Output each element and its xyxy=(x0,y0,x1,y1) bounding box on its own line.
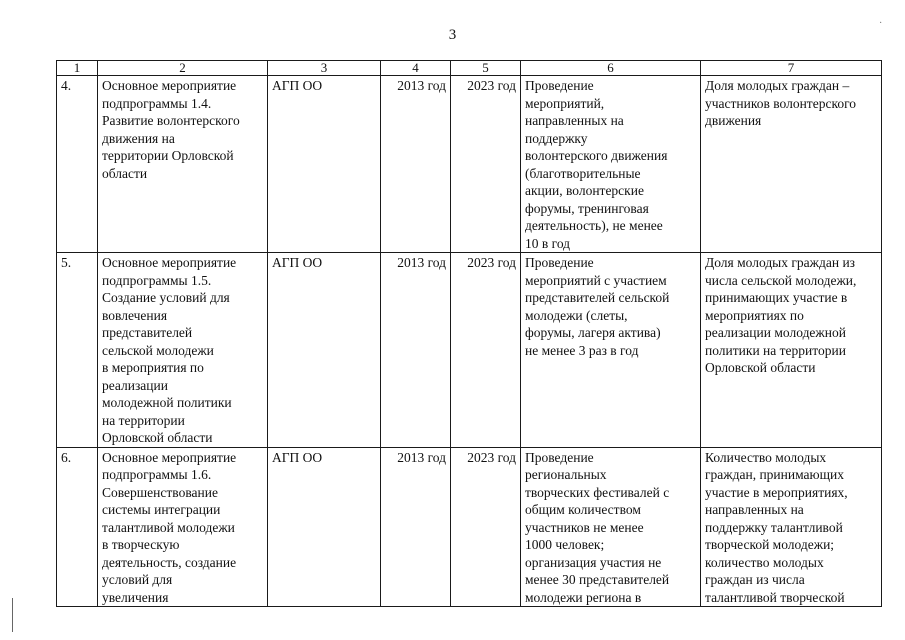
table-row xyxy=(57,76,882,253)
header-col-6: 6 xyxy=(521,61,701,76)
table-row xyxy=(57,253,882,448)
measure-cell: Основное мероприятие подпрограммы 1.5. Создание условий для вовлечения представителей сельской молодежи в мероприятия по реализации молодежной политики на территории Орловской области xyxy=(98,253,268,448)
start-year-cell: 2013 год xyxy=(381,253,451,448)
indicator-cell: Количество молодых граждан, принимающих участие в мероприятиях, направленных на поддержку талантливой творческой молодежи; количество молодых граждан из числа талантливой творческой xyxy=(701,447,882,607)
program-table xyxy=(56,60,882,607)
executor-cell: АГП ОО xyxy=(268,447,381,607)
header-col-1: 1 xyxy=(57,61,98,76)
page-number: 3 xyxy=(448,27,457,43)
corner-mark: · xyxy=(879,18,883,29)
start-year-cell: 2013 год xyxy=(381,76,451,253)
table-row xyxy=(57,447,882,607)
end-year-cell: 2023 год xyxy=(451,447,521,607)
header-row xyxy=(57,61,882,76)
indicator-cell: Доля молодых граждан из числа сельской молодежи, принимающих участие в мероприятиях по реализации молодежной политики на территории Орловской области xyxy=(701,253,882,448)
row-number: 6. xyxy=(57,447,98,607)
header-col-2: 2 xyxy=(98,61,268,76)
result-cell: Проведение мероприятий с участием представителей сельской молодежи (слеты, форумы, лагеря актива) не менее 3 раз в год xyxy=(521,253,701,448)
end-year-cell: 2023 год xyxy=(451,76,521,253)
result-cell: Проведение региональных творческих фестивалей с общим количеством участников не менее 1000 человек; организация участия не менее 30 представителей молодежи региона в xyxy=(521,447,701,607)
end-year-cell: 2023 год xyxy=(451,253,521,448)
measure-cell: Основное мероприятие подпрограммы 1.6. Совершенствование системы интеграции талантливой молодежи в творческую деятельность, создание условий для увеличения xyxy=(98,447,268,607)
row-number: 4. xyxy=(57,76,98,253)
header-col-5: 5 xyxy=(451,61,521,76)
start-year-cell: 2013 год xyxy=(381,447,451,607)
margin-line xyxy=(12,598,13,632)
header-col-4: 4 xyxy=(381,61,451,76)
header-col-7: 7 xyxy=(701,61,882,76)
executor-cell: АГП ОО xyxy=(268,76,381,253)
executor-cell: АГП ОО xyxy=(268,253,381,448)
row-number: 5. xyxy=(57,253,98,448)
header-col-3: 3 xyxy=(268,61,381,76)
result-cell: Проведение мероприятий, направленных на поддержку волонтерского движения (благотворительные акции, волонтерские форумы, тренинговая деятельность), не менее 10 в год xyxy=(521,76,701,253)
indicator-cell: Доля молодых граждан – участников волонтерского движения xyxy=(701,76,882,253)
measure-cell: Основное мероприятие подпрограммы 1.4. Развитие волонтерского движения на территории Орловской области xyxy=(98,76,268,253)
